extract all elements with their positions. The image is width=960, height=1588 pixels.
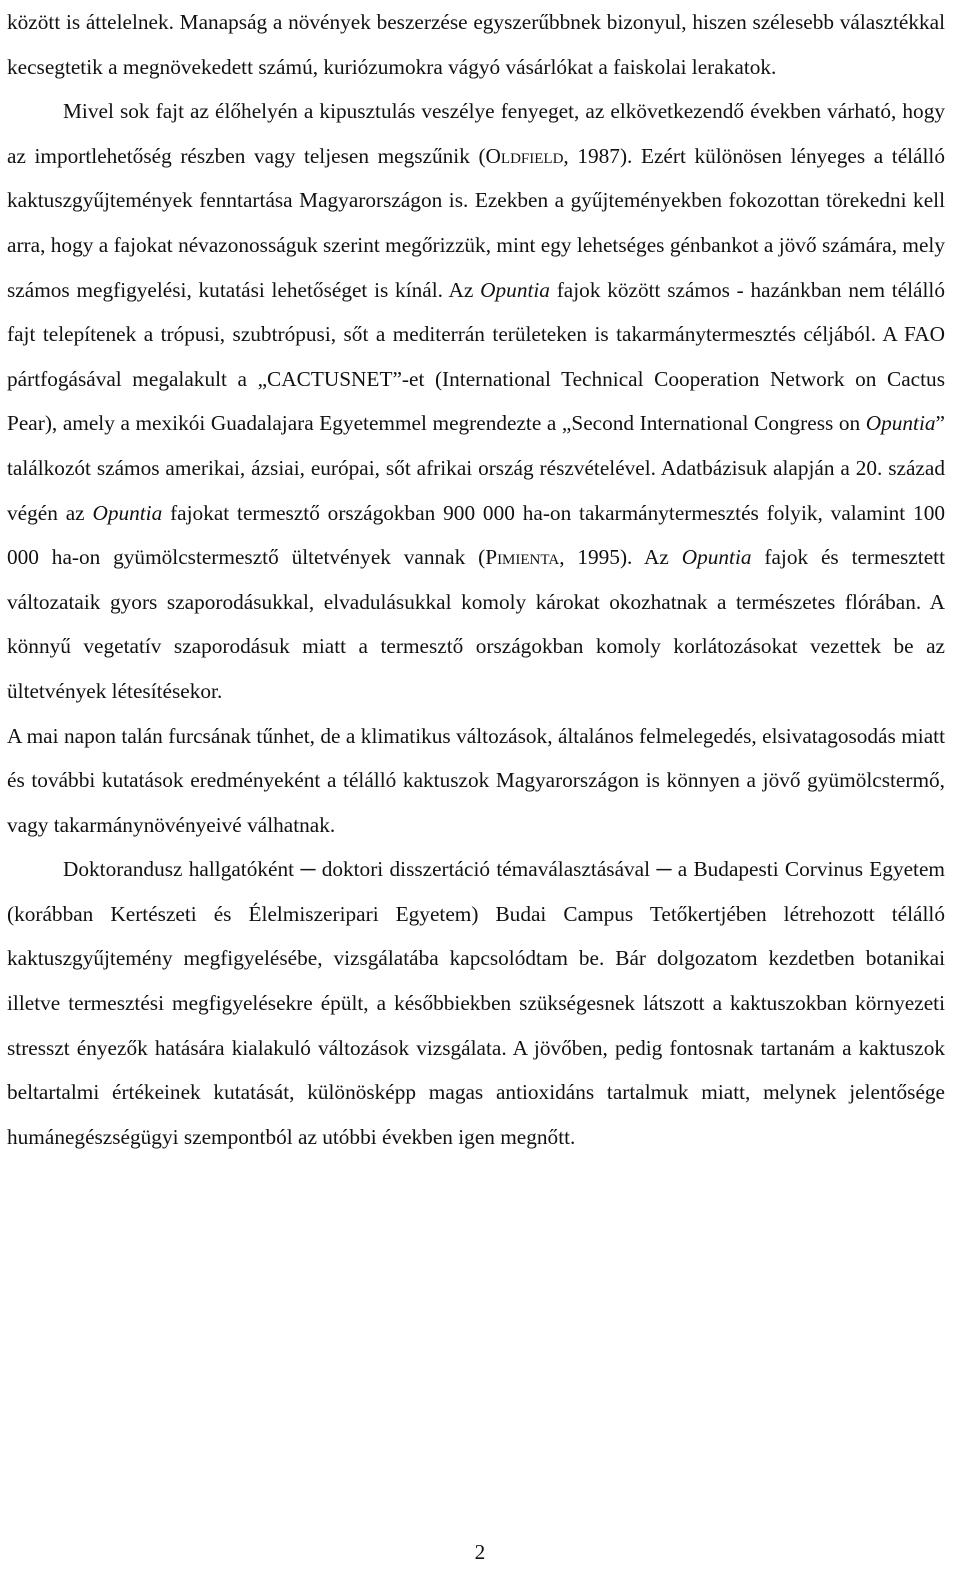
genus-name-italic: Opuntia bbox=[681, 545, 752, 570]
paragraph-2-text-4: ” találkozót számos amerikai, ázsiai, európai, sőt afrikai ország részvételével. Adatbázisuk alapján a 20. század végén az bbox=[7, 411, 945, 525]
genus-name-italic: Opuntia bbox=[480, 277, 550, 302]
paragraph-2 bbox=[7, 89, 945, 713]
genus-name-italic: Opuntia bbox=[865, 411, 936, 436]
citation-author-pimienta: Pimienta bbox=[485, 545, 560, 570]
paragraph-2-text-1: Mivel sok fajt az élőhelyén a kipusztulás veszélye fenyeget, az elkövetkezendő években várható, hogy az importlehetőség részben vagy teljesen megszűnik ( bbox=[7, 99, 945, 168]
page-number: 2 bbox=[474, 1540, 486, 1564]
paragraph-1: között is áttelelnek. Manapság a növények beszerzése egyszerűbbnek bizonyul, hiszen szélesebb választékkal kecsegtetik a megnövekedett számú, kuriózumokra vágyó vásárlókat a faiskolai lerakatok. bbox=[7, 10, 945, 79]
paragraph-2-text-7: fajok és termesztett változataik gyors szaporodásukkal, elvadulásukkal komoly károkat okozhatnak a természetes flórában. A könnyű vegetatív szaporodásuk miatt a termesztő országokban komoly korlátozásokat vezettek be az ültetvények létesítésekor. bbox=[7, 545, 945, 703]
paragraph-3: A mai napon talán furcsának tűnhet, de a klimatikus változások, általános felmelegedés, elsivatagosodás miatt és további kutatások eredményeként a télálló kaktuszok Magyarországon is könnyen a jövő gyümölcstermő, vagy takarmánynövényeivé válhatnak. bbox=[7, 723, 945, 837]
genus-name-italic: Opuntia bbox=[92, 500, 163, 525]
paragraph-2-text-3: fajok között számos - hazánkban nem télálló fajt telepítenek a trópusi, szubtrópusi, sőt a mediterrán területeken is takarmánytermesztés céljából. A FAO pártfogásával megalakult a „CACTUSNET”-et (International Technical Cooperation Network on Cactus Pear), amely a mexikói Guadalajara Egyetemmel megrendezte a „Second International Congress on bbox=[7, 277, 945, 436]
paragraph-4: Doktorandusz hallgatóként ─ doktori disszertáció témaválasztásával ─ a Budapesti Corvinus Egyetem (korábban Kertészeti és Élelmiszeripari Egyetem) Budai Campus Tetőkertjében létrehozott télálló kaktuszgyűjtemény megfigyelésébe, vizsgálatába kapcsolódtam be. Bár dolgozatom kezdetben botanikai illetve termesztési megfigyelésekre épült, a későbbiekben szükségesnek látszott a kaktuszokban környezeti stresszt ényezők hatására kialakuló változások vizsgálata. A jövőben, pedig fontosnak tartanám a kaktuszok beltartalmi értékeinek kutatását, különösképp magas antioxidáns tartalmuk miatt, melynek jelentősége humánegészségügyi szempontból az utóbbi években igen megnőtt. bbox=[7, 857, 945, 1149]
document-body bbox=[7, 0, 945, 1159]
citation-author-oldfield: Oldfield bbox=[485, 143, 564, 168]
paragraph-2-text-6: , 1995). Az bbox=[559, 545, 682, 570]
paragraph-2-text-2: , 1987). Ezért különösen lényeges a télálló kaktuszgyűjtemények fenntartása Magyarországon is. Ezekben a gyűjteményekben fokozottan törekedni kell arra, hogy a fajokat névazonosságuk szerint megőrizzük, mint egy lehetséges génbankot a jövő számára, mely számos megfigyelési, kutatási lehetőséget is kínál. Az bbox=[7, 143, 945, 302]
paragraph-2-text-5: fajokat termesztő országokban 900 000 ha-on takarmánytermesztés folyik, valamint 100 000 ha-on gyümölcstermesztő ültetvények vannak ( bbox=[7, 500, 945, 570]
